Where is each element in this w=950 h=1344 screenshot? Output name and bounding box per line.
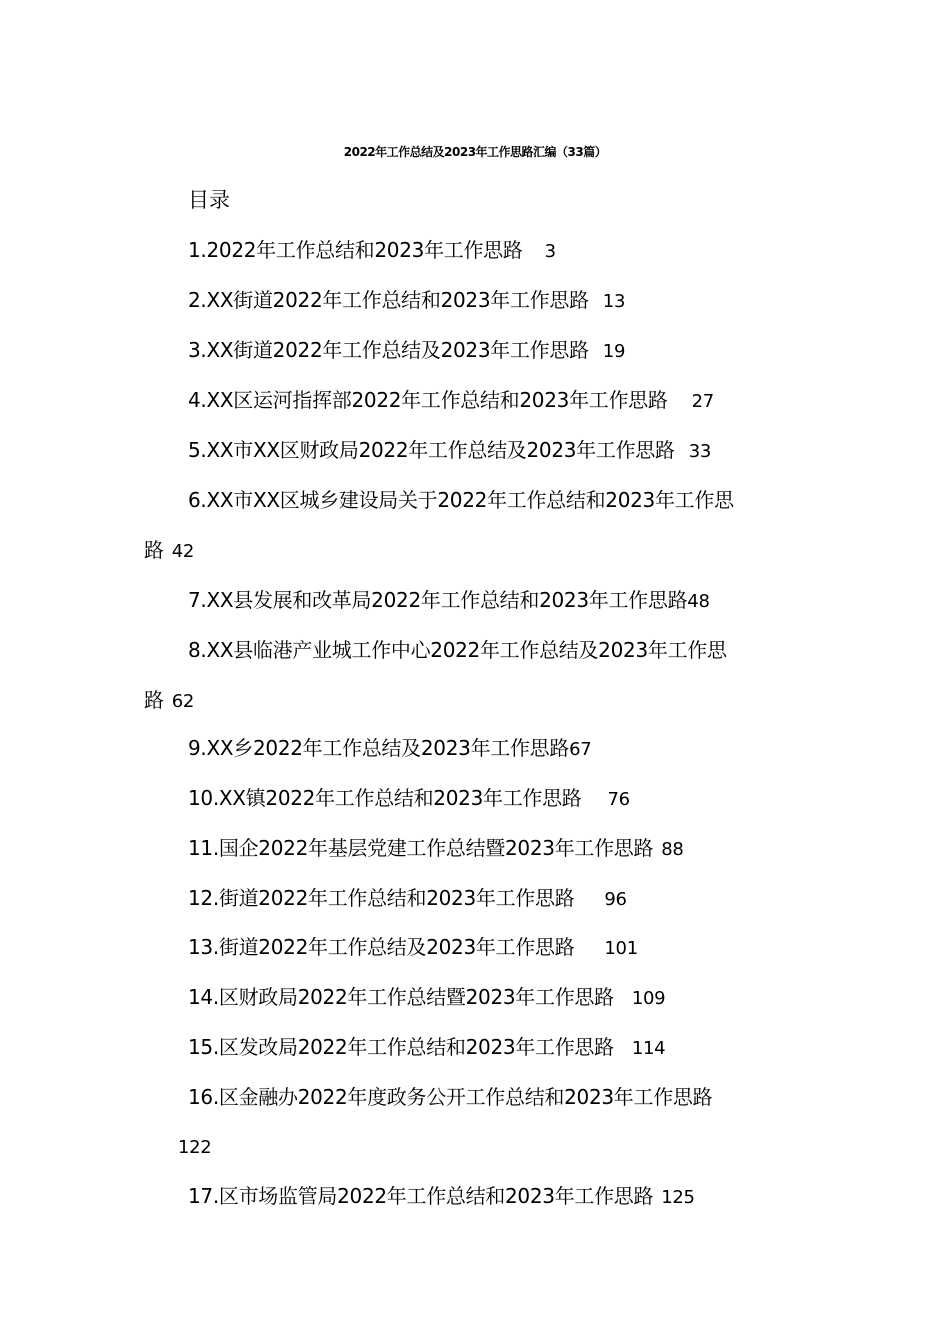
toc-entry[interactable] (188, 280, 625, 322)
toc-entry[interactable] (188, 430, 711, 472)
toc-entry[interactable] (188, 927, 638, 969)
toc-entry-page: 101 (604, 938, 638, 959)
toc-entry[interactable] (188, 580, 710, 622)
toc-entry-title: 14.区财政局2022年工作总结暨2023年工作思路 (188, 985, 614, 1009)
toc-entry[interactable] (188, 330, 625, 372)
toc-entry[interactable] (188, 1176, 695, 1218)
toc-entry-continuation[interactable] (144, 680, 194, 722)
toc-entry-title: 7.XX县发展和改革局2022年工作总结和2023年工作思路 (188, 588, 688, 612)
toc-entry[interactable] (188, 1027, 665, 1069)
toc-entry-page: 88 (661, 839, 684, 860)
toc-entry[interactable] (188, 828, 684, 870)
toc-entry-page: 48 (687, 591, 710, 612)
toc-entry[interactable] (188, 230, 556, 272)
toc-entry-page: 62 (171, 691, 195, 712)
toc-entry-title: 17.区市场监管局2022年工作总结和2023年工作思路 (188, 1184, 654, 1208)
toc-entry[interactable] (188, 977, 665, 1019)
toc-entry-page: 122 (178, 1137, 212, 1158)
toc-heading: 目录 (188, 188, 230, 212)
toc-entry-title: 8.XX县临港产业城工作中心2022年工作总结及2023年工作思 (188, 638, 727, 662)
toc-entry-title: 4.XX区运河指挥部2022年工作总结和2023年工作思路 (188, 388, 668, 412)
toc-entry-title: 9.XX乡2022年工作总结及2023年工作思路 (188, 736, 570, 760)
toc-entry-page: 13 (602, 291, 626, 312)
toc-entry-page: 109 (631, 988, 666, 1009)
toc-entry-page: 3 (544, 241, 556, 262)
toc-entry-page: 125 (661, 1187, 695, 1208)
toc-entry-title: 11.国企2022年基层党建工作总结暨2023年工作思路 (188, 836, 654, 860)
toc-entry[interactable] (188, 630, 727, 670)
toc-entry-title: 3.XX街道2022年工作总结及2023年工作思路 (188, 338, 589, 362)
toc-entry-page: 33 (688, 441, 711, 462)
toc-entry-title: 12.街道2022年工作总结和2023年工作思路 (188, 886, 575, 910)
toc-entry[interactable] (188, 380, 714, 422)
toc-entry[interactable] (188, 480, 734, 520)
toc-entry-page: 114 (631, 1038, 666, 1059)
toc-entry[interactable] (188, 878, 627, 920)
toc-entry[interactable] (188, 1077, 712, 1117)
toc-entry-title-continued: 路 (144, 688, 164, 712)
toc-entry-page: 19 (602, 341, 626, 362)
toc-entry-title: 15.区发改局2022年工作总结和2023年工作思路 (188, 1035, 614, 1059)
toc-entry-title: 16.区金融办2022年度政务公开工作总结和2023年工作思路 (188, 1085, 713, 1109)
document-title: 2022年工作总结及2023年工作思路汇编（33篇） (343, 145, 607, 159)
toc-entry-continuation[interactable] (144, 530, 194, 572)
toc-entry-title: 13.街道2022年工作总结及2023年工作思路 (188, 935, 575, 959)
toc-entry-page: 42 (171, 541, 195, 562)
toc-entry-title: 5.XX市XX区财政局2022年工作总结及2023年工作思路 (188, 438, 675, 462)
toc-entry-title: 1.2022年工作总结和2023年工作思路 (188, 238, 523, 262)
toc-entry[interactable] (188, 728, 591, 770)
toc-entry-title-continued: 路 (144, 538, 164, 562)
toc-entry-continuation[interactable] (178, 1126, 211, 1168)
toc-entry[interactable] (188, 778, 630, 820)
toc-entry-page: 67 (569, 739, 592, 760)
toc-entry-title: 2.XX街道2022年工作总结和2023年工作思路 (188, 288, 589, 312)
toc-entry-page: 96 (604, 889, 627, 910)
toc-entry-title: 6.XX市XX区城乡建设局关于2022年工作总结和2023年工作思 (188, 488, 734, 512)
toc-entry-page: 76 (607, 789, 630, 810)
toc-entry-title: 10.XX镇2022年工作总结和2023年工作思路 (188, 786, 582, 810)
toc-entry-page: 27 (691, 391, 714, 412)
